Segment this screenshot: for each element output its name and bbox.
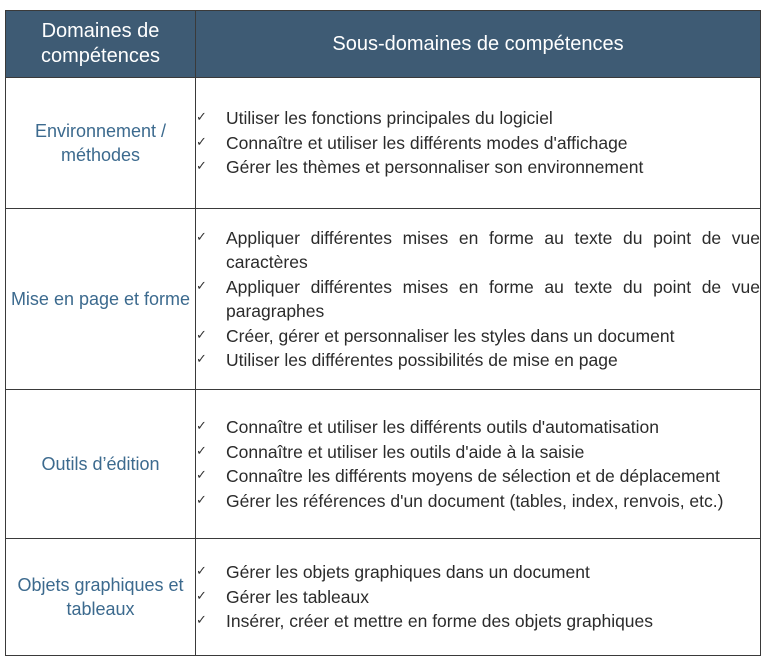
list-item-text: Utiliser les différentes possibilités de mise en page [226, 350, 618, 370]
domain-cell: Mise en page et forme [6, 209, 196, 390]
checkmark-icon: ✓ [196, 564, 207, 580]
subdomain-list [196, 560, 760, 634]
list-item-text: Appliquer différentes mises en forme au texte du point de vue paragraphes [226, 276, 760, 321]
table-row [6, 539, 761, 656]
domain-cell: Objets graphiques et tableaux [6, 539, 196, 656]
checkmark-icon: ✓ [196, 352, 207, 367]
domain-cell: Environnement / méthodes [6, 78, 196, 209]
subdomain-list [196, 415, 760, 513]
list-item [196, 155, 760, 180]
subdomains-cell [196, 539, 761, 656]
subdomain-list [196, 106, 760, 180]
list-item [196, 585, 760, 610]
list-item-text: Gérer les thèmes et personnaliser son environnement [226, 157, 644, 178]
list-item [196, 348, 760, 373]
list-item-text: Connaître et utiliser les outils d'aide à la saisie [226, 441, 585, 462]
list-item-text: Connaître et utiliser les différents modes d'affichage [226, 132, 628, 153]
subdomains-cell [196, 78, 761, 209]
checkmark-icon: ✓ [196, 229, 207, 245]
list-item-text: Gérer les tableaux [226, 586, 369, 607]
list-item-text: Insérer, créer et mettre en forme des objets graphiques [226, 611, 654, 632]
list-item-text: Gérer les objets graphiques dans un document [226, 562, 590, 583]
list-item-text: Créer, gérer et personnaliser les styles dans un document [226, 325, 675, 346]
list-item [196, 106, 760, 131]
list-item [196, 489, 760, 514]
checkmark-icon: ✓ [196, 468, 207, 483]
list-item-text: Connaître les différents moyens de sélection et de déplacement [226, 466, 720, 486]
competences-table [5, 10, 761, 656]
list-item [196, 415, 760, 440]
domain-cell: Outils d’édition [6, 390, 196, 539]
table-row [6, 78, 761, 209]
header-row [6, 11, 761, 78]
checkmark-icon: ✓ [196, 419, 207, 434]
list-item-text: Gérer les références d'un document (tables, index, renvois, etc.) [226, 490, 724, 511]
checkmark-icon: ✓ [196, 443, 207, 459]
list-item [196, 131, 760, 156]
header-subdomains: Sous-domaines de compétences [196, 11, 761, 78]
subdomain-list [196, 226, 760, 373]
header-domains: Domaines de compétences [6, 11, 196, 78]
list-item-text: Appliquer différentes mises en forme au texte du point de vue caractères [226, 227, 760, 272]
checkmark-icon: ✓ [196, 134, 207, 150]
list-item [196, 609, 760, 634]
table-row [6, 209, 761, 390]
list-item [196, 275, 760, 324]
checkmark-icon: ✓ [196, 613, 207, 629]
checkmark-icon: ✓ [196, 110, 207, 126]
table-row [6, 390, 761, 539]
list-item-text: Connaître et utiliser les différents outils d'automatisation [226, 417, 659, 437]
list-item [196, 226, 760, 275]
checkmark-icon: ✓ [196, 159, 207, 175]
list-item [196, 440, 760, 465]
list-item-text: Utiliser les fonctions principales du logiciel [226, 108, 553, 129]
subdomains-cell [196, 209, 761, 390]
list-item [196, 464, 760, 489]
list-item [196, 560, 760, 585]
checkmark-icon: ✓ [196, 588, 207, 604]
checkmark-icon: ✓ [196, 327, 207, 343]
checkmark-icon: ✓ [196, 278, 207, 294]
checkmark-icon: ✓ [196, 492, 207, 508]
list-item [196, 324, 760, 349]
subdomains-cell [196, 390, 761, 539]
